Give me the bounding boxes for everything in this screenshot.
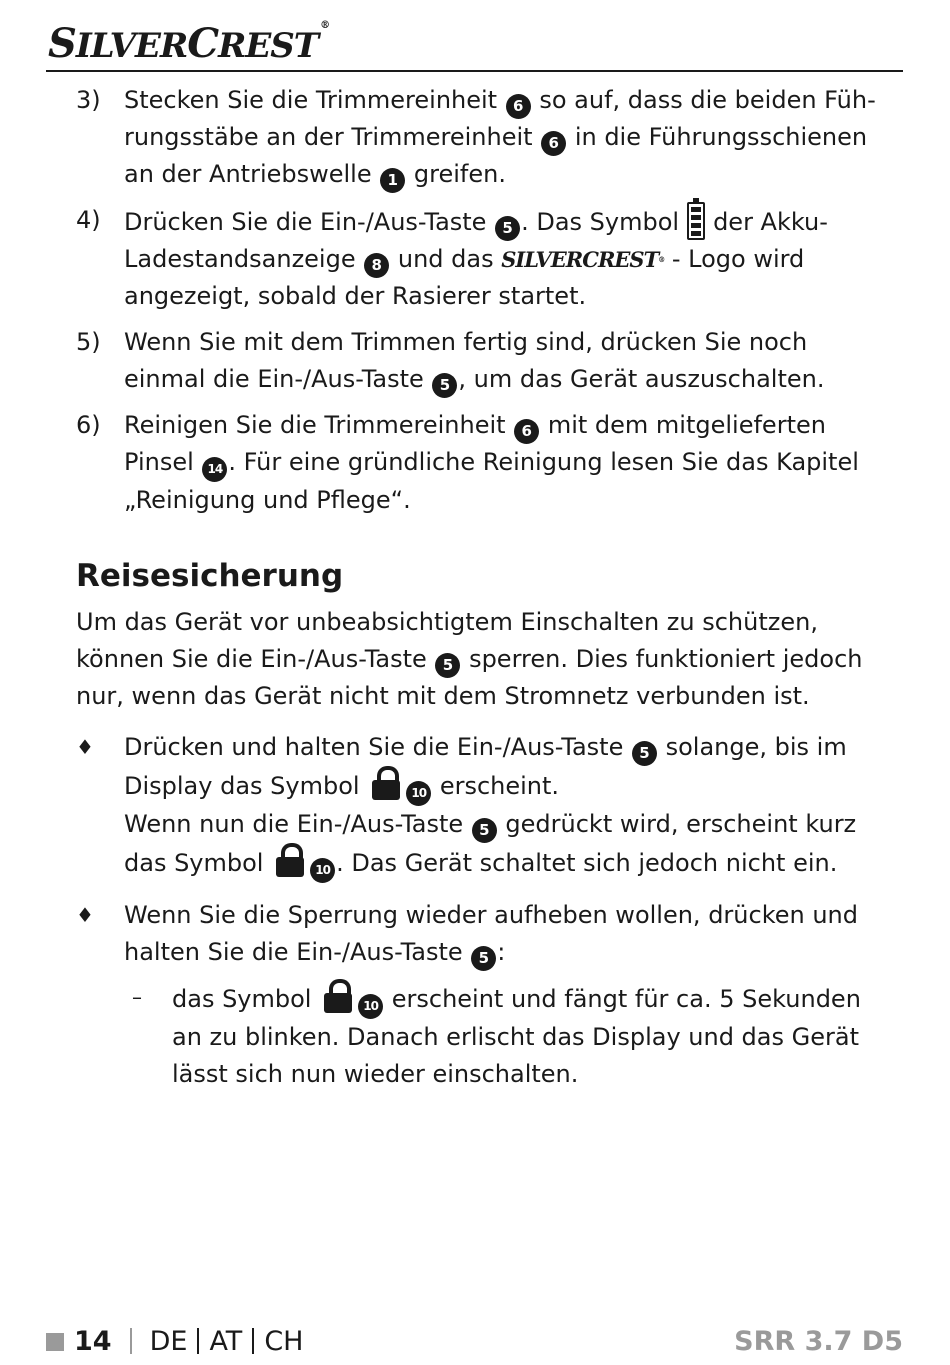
ref-number: 5 bbox=[495, 216, 520, 241]
language-at: AT bbox=[209, 1326, 243, 1357]
brand-logo: SILVERCREST® bbox=[48, 20, 330, 67]
step-number: 4) bbox=[76, 206, 101, 234]
inline-brand-logo: SILVERCREST bbox=[501, 247, 659, 272]
footer-square-icon bbox=[46, 1333, 64, 1351]
bullet-diamond-icon: ♦ bbox=[76, 735, 94, 759]
step-text: Drücken Sie die Ein-/Aus-Taste 5 . Das Symbol der Akku-Ladestandsanzeige 8 und das SILVERCREST® - Logo wird angezeigt, sobald der Rasierer startet. bbox=[124, 202, 886, 315]
divider bbox=[197, 1328, 199, 1354]
ref-number: 1 bbox=[380, 168, 405, 193]
bullet-diamond-icon: ♦ bbox=[76, 903, 94, 927]
bullet-text: Drücken und halten Sie die Ein-/Aus-Taste 5 solange, bis im Display das Symbol 10 erscheint. Wenn nun die Ein-/Aus-Taste 5 gedrückt wird, erscheint kurz das Symbol 10 . Das Gerät schaltet sich jedoch nicht ein. bbox=[124, 729, 886, 883]
bullet-text: Wenn Sie die Sperrung wieder aufheben wollen, drücken und halten Sie die Ein-/Aus-Taste 5 : – das Symbol 10 erscheint und fängt für ca. 5 Sekunden an zu blinken. Danach erlischt das Display und das Gerät lässt sich nun wieder einschalten. bbox=[124, 897, 886, 1093]
bullet-item-unlock bbox=[76, 897, 886, 1093]
page-content bbox=[76, 82, 886, 1107]
lock-icon bbox=[323, 979, 353, 1013]
ref-number: 6 bbox=[514, 419, 539, 444]
step-4 bbox=[76, 202, 886, 315]
step-number: 6) bbox=[76, 411, 101, 439]
step-number: 5) bbox=[76, 328, 101, 356]
ref-number: 5 bbox=[471, 946, 496, 971]
ref-number: 10 bbox=[406, 781, 431, 806]
step-5 bbox=[76, 324, 886, 398]
ref-number: 6 bbox=[506, 94, 531, 119]
ref-number: 5 bbox=[472, 818, 497, 843]
step-6 bbox=[76, 407, 886, 519]
ref-number: 5 bbox=[632, 741, 657, 766]
sub-item bbox=[124, 979, 886, 1093]
section-intro: Um das Gerät vor unbeabsichtigtem Einschalten zu schützen, können Sie die Ein-/Aus-Taste 5 sperren. Dies funktioniert jedoch nur, wenn das Gerät nicht mit dem Stromnetz verbunden ist. bbox=[76, 608, 863, 710]
battery-icon bbox=[687, 202, 705, 240]
page-footer bbox=[46, 1322, 903, 1362]
language-ch: CH bbox=[264, 1326, 304, 1357]
ref-number: 5 bbox=[435, 653, 460, 678]
lock-icon bbox=[275, 843, 305, 877]
lock-icon bbox=[371, 766, 401, 800]
bullet-item-lock bbox=[76, 729, 886, 883]
ref-number: 5 bbox=[432, 373, 457, 398]
sub-item-text: das Symbol 10 erscheint und fängt für ca. 5 Sekunden an zu blinken. Danach erlischt das Display und das Gerät lässt sich nun wieder einschalten. bbox=[172, 979, 886, 1093]
ref-number: 14 bbox=[202, 457, 227, 482]
step-text: Stecken Sie die Trimmereinheit 6 so auf, dass die beiden Führungsstäbe an der Trimmereinheit 6 in die Führungsschienen an der Antriebswelle 1 greifen. bbox=[124, 82, 886, 193]
ref-number: 10 bbox=[310, 858, 335, 883]
step-3 bbox=[76, 82, 886, 193]
page-number: 14 bbox=[74, 1326, 112, 1357]
divider bbox=[252, 1328, 254, 1354]
dash-mark: – bbox=[132, 985, 142, 1009]
divider bbox=[130, 1328, 132, 1354]
step-text: Reinigen Sie die Trimmereinheit 6 mit dem mitgelieferten Pinsel 14 . Für eine gründliche Reinigung lesen Sie das Kapitel „Reinigung und Pflege“. bbox=[124, 411, 859, 514]
ref-number: 6 bbox=[541, 131, 566, 156]
ref-number: 10 bbox=[358, 994, 383, 1019]
language-de: DE bbox=[149, 1326, 188, 1357]
step-number: 3) bbox=[76, 86, 101, 114]
section-title: Reisesicherung bbox=[76, 558, 344, 594]
ref-number: 8 bbox=[364, 253, 389, 278]
page-header bbox=[46, 18, 903, 72]
step-text: Wenn Sie mit dem Trimmen fertig sind, drücken Sie noch einmal die Ein-/Aus-Taste 5 , um das Gerät auszuschalten. bbox=[124, 324, 886, 398]
model-number: SRR 3.7 D5 bbox=[734, 1326, 903, 1357]
